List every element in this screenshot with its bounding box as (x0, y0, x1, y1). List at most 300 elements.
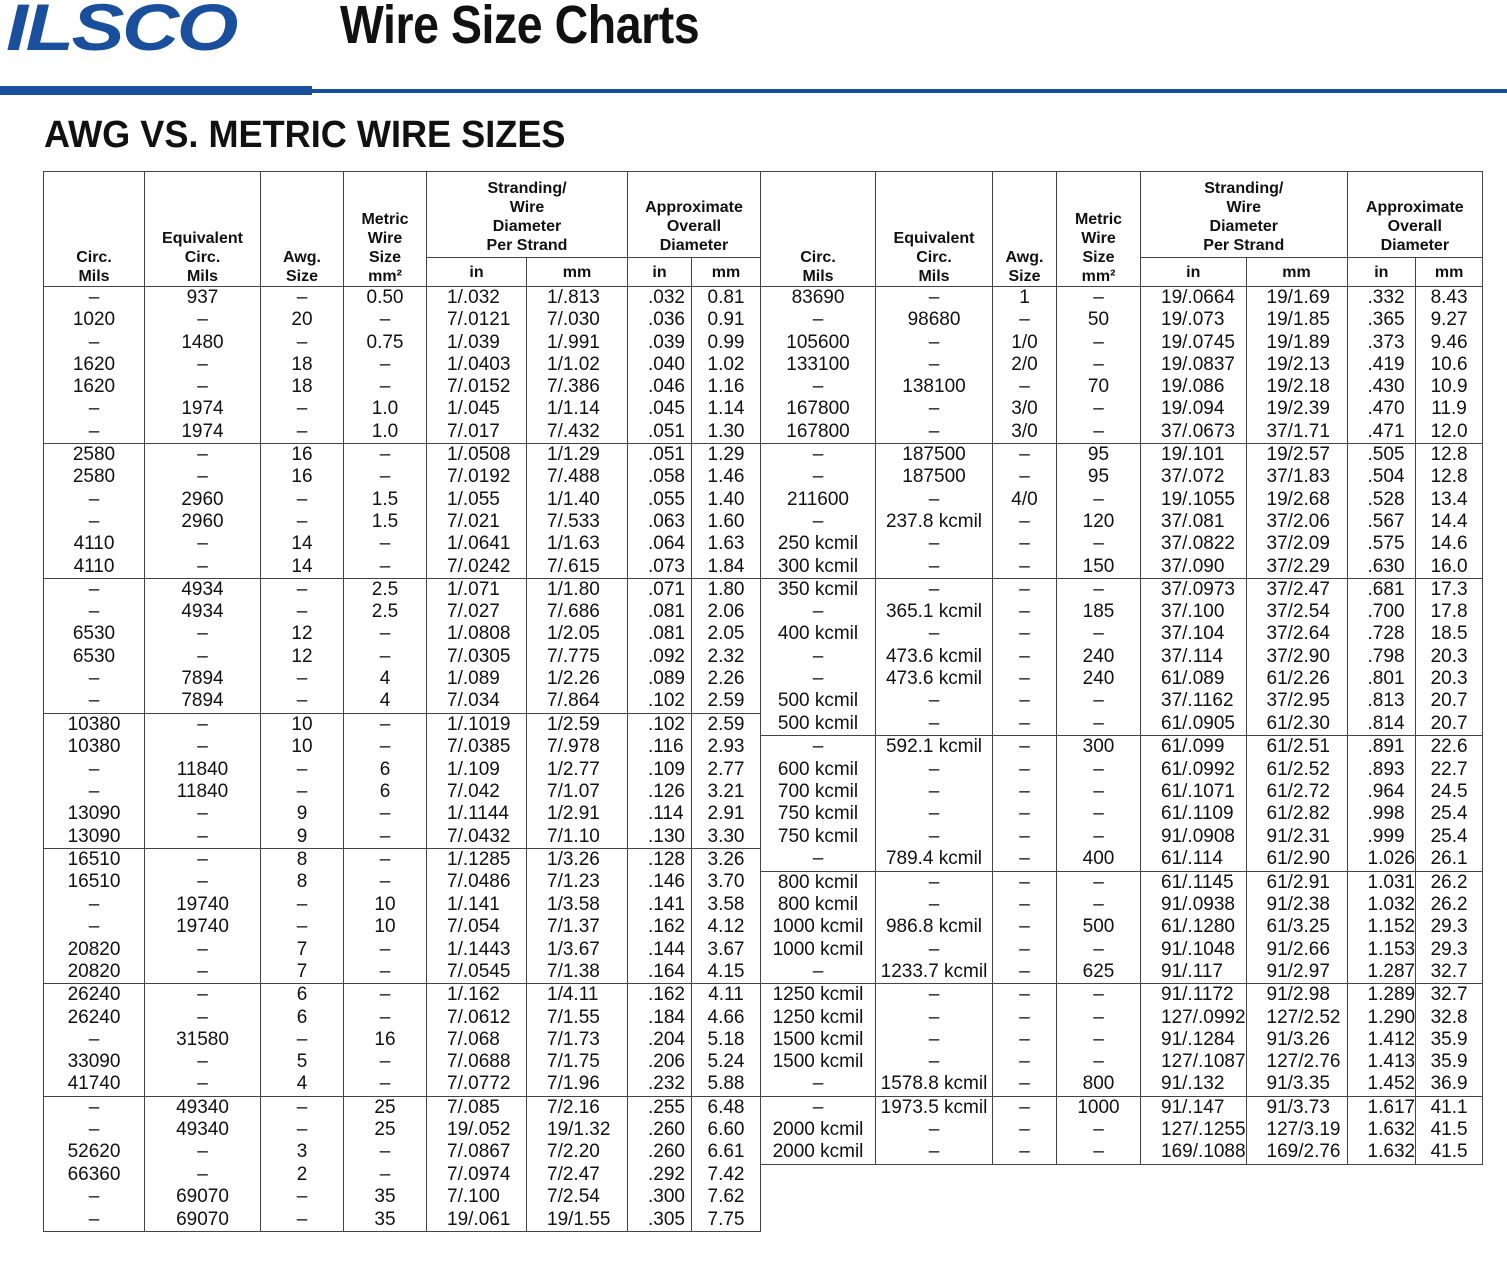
cell-metric: – (1057, 578, 1141, 601)
cell-awg: – (261, 578, 344, 601)
cell-str-mm: 7/1.96 (527, 1073, 628, 1096)
cell-circ: – (44, 690, 145, 713)
cell-equiv: – (145, 871, 261, 894)
cell-od-in: .116 (628, 736, 692, 759)
cell-metric: – (344, 623, 427, 645)
cell-str-in: 61/.1109 (1141, 803, 1247, 825)
table-row (44, 939, 1483, 961)
cell-equiv: 19740 (145, 916, 261, 938)
cell-awg: – (993, 533, 1057, 555)
cell-str-in: 37/.0973 (1141, 578, 1247, 601)
cell-awg: – (993, 916, 1057, 938)
cell-circ: 800 kcmil (761, 894, 876, 916)
cell-circ: 10380 (44, 713, 145, 736)
cell-od-mm: 2.91 (692, 803, 761, 825)
cell-str-in: 61/.089 (1141, 668, 1247, 690)
cell-awg: – (993, 1029, 1057, 1051)
cell-str-in: 1/.141 (427, 894, 527, 916)
cell-circ: 500 kcmil (761, 690, 876, 713)
cell-str-mm: 61/2.52 (1246, 759, 1347, 781)
cell-awg: – (261, 1119, 344, 1141)
cell-str-in: 37/.100 (1141, 601, 1247, 623)
cell-str-mm: 1/3.58 (527, 894, 628, 916)
cell-str-in: 91/.147 (1141, 1096, 1247, 1119)
cell-awg (993, 1186, 1057, 1208)
cell-metric: 1.0 (344, 398, 427, 420)
cell-circ: – (761, 309, 876, 331)
cell-metric: – (344, 984, 427, 1007)
cell-equiv: 31580 (145, 1029, 261, 1051)
cell-awg: – (993, 894, 1057, 916)
cell-od-mm: 1.29 (692, 444, 761, 467)
header-rule-thin (312, 89, 1507, 93)
cell-equiv: 592.1 kcmil (876, 736, 993, 759)
cell-str-in: 91/.1284 (1141, 1029, 1247, 1051)
cell-str-mm: 1/2.91 (527, 803, 628, 825)
table-row (44, 1209, 1483, 1232)
cell-str-in: 19/.052 (427, 1119, 527, 1141)
cell-str-in: 7/.0974 (427, 1164, 527, 1186)
cell-metric: – (1057, 803, 1141, 825)
cell-str-in: 91/.1172 (1141, 984, 1247, 1007)
cell-metric: – (344, 466, 427, 488)
table-row (44, 871, 1483, 894)
cell-str-mm: 91/3.26 (1246, 1029, 1347, 1051)
table-row (44, 803, 1483, 825)
cell-equiv: 4934 (145, 578, 261, 601)
table-bottom-rule (44, 1231, 1483, 1233)
cell-od-mm: 1.02 (692, 354, 761, 376)
cell-str-in: 37/.104 (1141, 623, 1247, 645)
cell-awg: 3 (261, 1141, 344, 1164)
cell-str-in: 7/.0867 (427, 1141, 527, 1164)
cell-circ: 300 kcmil (761, 556, 876, 579)
cell-circ: 16510 (44, 871, 145, 894)
cell-od-mm: 16.0 (1416, 556, 1483, 579)
cell-od-mm: 20.3 (1416, 646, 1483, 668)
cell-str-in (1141, 1209, 1247, 1232)
cell-circ: 20820 (44, 961, 145, 984)
cell-metric: 500 (1057, 916, 1141, 938)
cell-od-in: 1.632 (1347, 1141, 1416, 1164)
cell-str-in: 7/.0385 (427, 736, 527, 759)
cell-od-mm: 8.43 (1416, 287, 1483, 310)
cell-od-mm: 20.7 (1416, 713, 1483, 736)
cell-awg: – (261, 781, 344, 803)
cell-awg: – (261, 287, 344, 310)
cell-circ: – (761, 601, 876, 623)
cell-awg: – (261, 690, 344, 713)
cell-awg: – (993, 376, 1057, 398)
cell-equiv: – (876, 623, 993, 645)
cell-metric: 35 (344, 1209, 427, 1232)
cell-equiv: – (145, 848, 261, 871)
cell-od-in: .064 (628, 533, 692, 555)
cell-awg: 3/0 (993, 421, 1057, 444)
cell-str-mm: 61/2.90 (1246, 848, 1347, 871)
cell-od-mm: 5.18 (692, 1029, 761, 1051)
cell-od-in: .102 (628, 713, 692, 736)
cell-str-mm: 19/1.89 (1246, 332, 1347, 354)
cell-od-mm: 3.26 (692, 848, 761, 871)
cell-str-mm: 61/2.91 (1246, 871, 1347, 894)
cell-awg: – (993, 826, 1057, 849)
cell-metric: 240 (1057, 646, 1141, 668)
cell-circ: – (761, 1073, 876, 1096)
cell-metric: – (1057, 690, 1141, 713)
cell-awg: 9 (261, 803, 344, 825)
cell-str-mm: 37/2.90 (1246, 646, 1347, 668)
cell-circ: 10380 (44, 736, 145, 759)
cell-equiv: 7894 (145, 668, 261, 690)
cell-equiv: 49340 (145, 1119, 261, 1141)
cell-str-mm: 19/2.39 (1246, 398, 1347, 420)
cell-od-in: .798 (1347, 646, 1416, 668)
cell-od-mm: 2.93 (692, 736, 761, 759)
cell-od-in: 1.413 (1347, 1051, 1416, 1073)
cell-metric (1057, 1164, 1141, 1186)
cell-od-mm: 9.46 (1416, 332, 1483, 354)
cell-awg: 10 (261, 736, 344, 759)
cell-circ: 52620 (44, 1141, 145, 1164)
cell-od-in: .063 (628, 511, 692, 533)
cell-circ: – (44, 332, 145, 354)
cell-str-in: 19/.094 (1141, 398, 1247, 420)
cell-metric: – (344, 309, 427, 331)
cell-awg: 6 (261, 1007, 344, 1029)
cell-awg: – (261, 916, 344, 938)
cell-metric: 16 (344, 1029, 427, 1051)
cell-str-mm: 19/2.18 (1246, 376, 1347, 398)
cell-equiv: – (145, 1164, 261, 1186)
cell-str-mm: 7/1.37 (527, 916, 628, 938)
cell-equiv: 937 (145, 287, 261, 310)
cell-str-in: 37/.0822 (1141, 533, 1247, 555)
cell-od-in: .891 (1347, 736, 1416, 759)
cell-str-in: 19/.0745 (1141, 332, 1247, 354)
cell-str-mm: 169/2.76 (1246, 1141, 1347, 1164)
cell-od-in: 1.287 (1347, 961, 1416, 984)
cell-od-in: .505 (1347, 444, 1416, 467)
cell-awg: 16 (261, 444, 344, 467)
col-header-metric-size: Metric Wire Size mm² (344, 172, 427, 287)
cell-metric: – (1057, 533, 1141, 555)
cell-metric: – (344, 939, 427, 961)
cell-metric: 625 (1057, 961, 1141, 984)
cell-awg: – (993, 803, 1057, 825)
cell-od-mm: 4.66 (692, 1007, 761, 1029)
cell-equiv (876, 1209, 993, 1232)
cell-od-mm: 6.60 (692, 1119, 761, 1141)
cell-od-in: .102 (628, 690, 692, 713)
cell-od-mm: 6.48 (692, 1096, 761, 1119)
cell-str-in: 37/.081 (1141, 511, 1247, 533)
cell-equiv: – (876, 713, 993, 736)
cell-awg: 4/0 (993, 489, 1057, 511)
cell-str-mm: 37/2.64 (1246, 623, 1347, 645)
cell-circ: 400 kcmil (761, 623, 876, 645)
cell-str-in: 37/.072 (1141, 466, 1247, 488)
cell-od-mm: 0.91 (692, 309, 761, 331)
cell-str-in: 7/.0152 (427, 376, 527, 398)
table-row (44, 1141, 1483, 1164)
cell-str-mm: 7/1.23 (527, 871, 628, 894)
cell-str-in: 7/.0545 (427, 961, 527, 984)
cell-metric: – (344, 646, 427, 668)
cell-circ: 800 kcmil (761, 871, 876, 894)
cell-circ: – (761, 376, 876, 398)
cell-metric: – (1057, 871, 1141, 894)
cell-metric: – (1057, 398, 1141, 420)
cell-str-in: 1/.1144 (427, 803, 527, 825)
cell-equiv: 98680 (876, 309, 993, 331)
cell-od-in: 1.290 (1347, 1007, 1416, 1029)
cell-od-mm (1416, 1186, 1483, 1208)
cell-od-in: .814 (1347, 713, 1416, 736)
cell-circ: – (761, 646, 876, 668)
cell-od-in: .893 (1347, 759, 1416, 781)
cell-str-mm: 1/1.29 (527, 444, 628, 467)
cell-str-mm: 19/1.32 (527, 1119, 628, 1141)
cell-equiv: 986.8 kcmil (876, 916, 993, 938)
cell-equiv: – (145, 1007, 261, 1029)
cell-od-in: .204 (628, 1029, 692, 1051)
cell-str-mm: 7/.864 (527, 690, 628, 713)
cell-od-in: 1.412 (1347, 1029, 1416, 1051)
table-body (44, 287, 1483, 1234)
cell-equiv: 473.6 kcmil (876, 668, 993, 690)
cell-awg: – (993, 1007, 1057, 1029)
cell-equiv: 187500 (876, 444, 993, 467)
cell-od-mm: 2.06 (692, 601, 761, 623)
cell-str-mm: 19/2.57 (1246, 444, 1347, 467)
table-row (44, 1007, 1483, 1029)
cell-str-mm: 1/.813 (527, 287, 628, 310)
table-row (44, 533, 1483, 555)
cell-str-mm: 127/3.19 (1246, 1119, 1347, 1141)
cell-metric: – (344, 1164, 427, 1186)
cell-str-in: 61/.1145 (1141, 871, 1247, 894)
cell-od-in: .681 (1347, 578, 1416, 601)
cell-equiv: – (876, 398, 993, 420)
cell-metric: – (1057, 1029, 1141, 1051)
col-header-in: in (1141, 258, 1247, 287)
cell-str-in: 19/.1055 (1141, 489, 1247, 511)
cell-equiv: – (876, 421, 993, 444)
cell-circ: 700 kcmil (761, 781, 876, 803)
cell-od-in: .575 (1347, 533, 1416, 555)
cell-str-in: 1/.071 (427, 578, 527, 601)
cell-awg: – (261, 511, 344, 533)
cell-circ: 600 kcmil (761, 759, 876, 781)
cell-str-in: 61/.1280 (1141, 916, 1247, 938)
cell-equiv: 187500 (876, 466, 993, 488)
cell-metric: 1000 (1057, 1096, 1141, 1119)
cell-od-in: .630 (1347, 556, 1416, 579)
cell-od-in: .801 (1347, 668, 1416, 690)
cell-od-in: .045 (628, 398, 692, 420)
cell-str-in: 19/.073 (1141, 309, 1247, 331)
cell-od-mm: 3.21 (692, 781, 761, 803)
cell-equiv: 1233.7 kcmil (876, 961, 993, 984)
cell-circ: 6530 (44, 623, 145, 645)
cell-metric: 6 (344, 759, 427, 781)
cell-od-mm: 4.12 (692, 916, 761, 938)
cell-od-in: .300 (628, 1186, 692, 1208)
cell-equiv: – (876, 1029, 993, 1051)
cell-metric: – (344, 1007, 427, 1029)
cell-circ: 105600 (761, 332, 876, 354)
cell-od-mm: 3.67 (692, 939, 761, 961)
cell-equiv: – (876, 1141, 993, 1164)
cell-od-mm: 7.42 (692, 1164, 761, 1186)
cell-str-in: 7/.0612 (427, 1007, 527, 1029)
col-header-in: in (427, 258, 527, 287)
cell-od-mm: 35.9 (1416, 1051, 1483, 1073)
cell-od-mm (1416, 1209, 1483, 1232)
cell-awg: 10 (261, 713, 344, 736)
cell-circ: 2000 kcmil (761, 1141, 876, 1164)
cell-equiv: – (876, 826, 993, 849)
table-row (44, 826, 1483, 849)
cell-awg: – (993, 961, 1057, 984)
cell-equiv: – (876, 533, 993, 555)
cell-circ: – (44, 668, 145, 690)
table-row (44, 511, 1483, 533)
cell-equiv: – (876, 354, 993, 376)
cell-equiv: 49340 (145, 1096, 261, 1119)
cell-od-mm: 2.26 (692, 668, 761, 690)
cell-equiv: – (876, 332, 993, 354)
cell-circ: 250 kcmil (761, 533, 876, 555)
col-header-equiv-circ-mils: Equivalent Circ. Mils (145, 172, 261, 287)
cell-str-mm: 1/2.05 (527, 623, 628, 645)
table-row (44, 961, 1483, 984)
cell-str-mm: 61/2.82 (1246, 803, 1347, 825)
table-row (44, 444, 1483, 467)
cell-od-in: .128 (628, 848, 692, 871)
cell-str-in: 91/.132 (1141, 1073, 1247, 1096)
cell-awg: – (993, 511, 1057, 533)
cell-equiv (876, 1164, 993, 1186)
table-row (44, 916, 1483, 938)
cell-od-mm: 18.5 (1416, 623, 1483, 645)
cell-str-in: 7/.042 (427, 781, 527, 803)
cell-circ: 133100 (761, 354, 876, 376)
cell-od-mm: 32.7 (1416, 961, 1483, 984)
cell-od-mm: 17.8 (1416, 601, 1483, 623)
cell-od-in: 1.452 (1347, 1073, 1416, 1096)
cell-od-in: .184 (628, 1007, 692, 1029)
cell-str-mm: 91/2.97 (1246, 961, 1347, 984)
cell-equiv: – (876, 1007, 993, 1029)
cell-metric: 4 (344, 690, 427, 713)
cell-circ: 1620 (44, 354, 145, 376)
cell-od-mm: 2.32 (692, 646, 761, 668)
cell-str-in: 169/.1088 (1141, 1141, 1247, 1164)
cell-metric: 95 (1057, 466, 1141, 488)
cell-od-in: 1.026 (1347, 848, 1416, 871)
cell-awg: – (993, 1096, 1057, 1119)
table-row (44, 398, 1483, 420)
cell-od-in: .073 (628, 556, 692, 579)
cell-circ: – (761, 961, 876, 984)
cell-circ (761, 1186, 876, 1208)
cell-awg: – (993, 1051, 1057, 1073)
cell-circ: 1000 kcmil (761, 939, 876, 961)
cell-circ: 2000 kcmil (761, 1119, 876, 1141)
cell-od-in: .504 (1347, 466, 1416, 488)
cell-circ: 26240 (44, 1007, 145, 1029)
cell-circ: 2580 (44, 444, 145, 467)
cell-equiv: – (145, 736, 261, 759)
cell-od-in: .700 (1347, 601, 1416, 623)
cell-od-mm: 36.9 (1416, 1073, 1483, 1096)
cell-awg: – (261, 421, 344, 444)
cell-metric: – (1057, 623, 1141, 645)
cell-str-mm: 61/2.72 (1246, 781, 1347, 803)
cell-od-in: .305 (628, 1209, 692, 1232)
cell-circ: 1500 kcmil (761, 1029, 876, 1051)
cell-awg: – (993, 623, 1057, 645)
cell-od-mm: 12.0 (1416, 421, 1483, 444)
cell-metric (1057, 1209, 1141, 1232)
cell-metric: – (344, 826, 427, 849)
col-header-circ-mils: Circ. Mils (761, 172, 876, 287)
cell-str-mm: 1/2.59 (527, 713, 628, 736)
cell-metric: 0.50 (344, 287, 427, 310)
cell-str-mm: 7/.686 (527, 601, 628, 623)
cell-str-mm: 37/1.83 (1246, 466, 1347, 488)
cell-str-in: 1/.055 (427, 489, 527, 511)
cell-od-mm (1416, 1164, 1483, 1186)
cell-od-mm: 20.7 (1416, 690, 1483, 713)
section-title: AWG VS. METRIC WIRE SIZES (44, 114, 566, 156)
cell-od-in: 1.152 (1347, 916, 1416, 938)
cell-equiv: – (876, 1119, 993, 1141)
cell-od-mm: 22.7 (1416, 759, 1483, 781)
cell-od-in: .365 (1347, 309, 1416, 331)
cell-od-mm: 3.70 (692, 871, 761, 894)
cell-str-in: 7/.0192 (427, 466, 527, 488)
table-row (44, 690, 1483, 713)
table-row (44, 713, 1483, 736)
cell-str-in: 7/.0772 (427, 1073, 527, 1096)
cell-awg: – (993, 668, 1057, 690)
table-row (44, 354, 1483, 376)
cell-metric: – (1057, 332, 1141, 354)
cell-awg: – (993, 646, 1057, 668)
table-row (44, 646, 1483, 668)
cell-str-in: 37/.090 (1141, 556, 1247, 579)
cell-str-mm: 37/2.47 (1246, 578, 1347, 601)
cell-equiv: 1578.8 kcmil (876, 1073, 993, 1096)
cell-od-in: .126 (628, 781, 692, 803)
col-header-awg-size: Awg. Size (993, 172, 1057, 287)
cell-metric: – (1057, 781, 1141, 803)
cell-od-in: .164 (628, 961, 692, 984)
cell-str-in: 1/.1443 (427, 939, 527, 961)
cell-od-mm: 22.6 (1416, 736, 1483, 759)
cell-od-in: .964 (1347, 781, 1416, 803)
cell-circ: – (44, 759, 145, 781)
cell-awg: – (993, 601, 1057, 623)
cell-str-mm: 1/1.63 (527, 533, 628, 555)
cell-str-in: 1/.089 (427, 668, 527, 690)
cell-circ: – (44, 894, 145, 916)
cell-od-in: .058 (628, 466, 692, 488)
cell-od-in: .373 (1347, 332, 1416, 354)
